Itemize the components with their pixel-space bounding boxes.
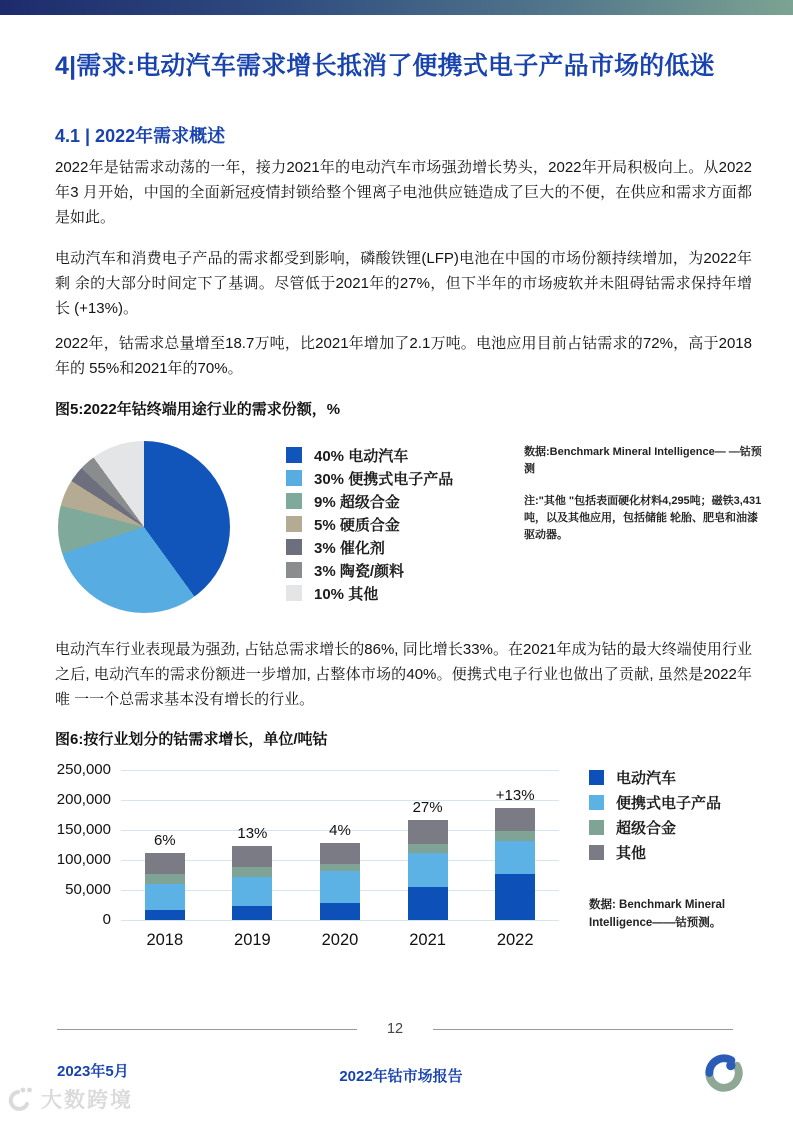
- bar-segment: [495, 831, 535, 841]
- y-tick-label: 150,000: [56, 821, 111, 838]
- legend-swatch: [589, 845, 604, 860]
- pie-legend-item: [286, 516, 453, 532]
- bar-legend-item: [589, 844, 721, 860]
- section-heading: 4.1 | 2022年需求概述: [55, 126, 226, 146]
- top-accent-strip: [0, 0, 793, 15]
- bar-chart: [55, 761, 559, 949]
- pie-legend-item: [286, 562, 453, 578]
- legend-label: 10% 其他: [314, 585, 379, 603]
- pie-legend-item: [286, 447, 453, 463]
- bar-segment: [495, 808, 535, 831]
- bar-segment: [320, 843, 360, 864]
- pie-legend-item: [286, 493, 453, 509]
- bar-segment: [145, 853, 185, 874]
- bar-legend: [589, 769, 721, 860]
- bar-segment: [145, 910, 185, 920]
- bar-plot-bars: [121, 770, 559, 949]
- legend-label: 3% 陶瓷/颜料: [314, 562, 405, 580]
- bar-segment: [320, 871, 360, 902]
- footer-date: 2023年5月: [57, 1063, 129, 1080]
- bar-segment: [232, 846, 272, 867]
- bar-stack: [145, 853, 185, 920]
- bar-value-label: +13%: [495, 786, 535, 804]
- bar-segment: [232, 867, 272, 877]
- page-number: 12: [386, 1021, 404, 1037]
- bar-segment: [232, 877, 272, 906]
- bar-legend-item: [589, 769, 721, 785]
- figure5-caption: 图5:2022年钴终端用途行业的需求份额，%: [55, 401, 341, 418]
- legend-swatch: [286, 493, 302, 509]
- footer-divider: [57, 1021, 733, 1037]
- figure6-caption: 图6:按行业划分的钴需求增长，单位/吨钴: [55, 731, 328, 748]
- company-logo-icon: [703, 1052, 745, 1094]
- legend-label: 5% 硬质合金: [314, 516, 400, 534]
- bar-segment: [145, 874, 185, 884]
- bar-segment: [320, 864, 360, 871]
- bar-y-axis: [55, 762, 121, 932]
- watermark: [6, 1084, 133, 1114]
- bar-segment: [408, 820, 448, 845]
- legend-label: 超级合金: [616, 819, 677, 837]
- pie-legend: [286, 447, 453, 601]
- bar-stack: [320, 843, 360, 920]
- watermark-text: 大数跨境: [41, 1089, 133, 1112]
- divider-line-right: [433, 1029, 733, 1030]
- legend-label: 3% 催化剂: [314, 539, 385, 557]
- footer: [57, 1052, 745, 1096]
- legend-swatch: [286, 470, 302, 486]
- legend-label: 30% 便携式电子产品: [314, 470, 454, 488]
- y-tick-label: 0: [102, 911, 111, 928]
- legend-swatch: [286, 539, 302, 555]
- bar-2021: [408, 770, 448, 949]
- legend-swatch: [589, 770, 604, 785]
- gridline: [121, 920, 559, 921]
- bar-segment: [320, 903, 360, 920]
- bar-segment: [495, 874, 535, 920]
- bar-value-label: 27%: [412, 798, 443, 816]
- bar-segment: [408, 853, 448, 887]
- x-tick-label: 2018: [146, 931, 184, 949]
- bar-legend-item: [589, 819, 721, 835]
- watermark-logo-icon: [6, 1086, 36, 1112]
- bar-segment: [495, 841, 535, 874]
- legend-swatch: [286, 516, 302, 532]
- x-tick-label: 2019: [234, 931, 271, 949]
- divider-line-left: [57, 1029, 357, 1030]
- x-tick-label: 2020: [321, 931, 359, 949]
- legend-label: 电动汽车: [616, 769, 677, 787]
- legend-swatch: [286, 562, 302, 578]
- bar-value-label: 4%: [329, 822, 351, 840]
- bar-2022: [495, 770, 535, 949]
- bar-legend-item: [589, 794, 721, 810]
- legend-label: 其他: [616, 844, 647, 862]
- paragraph-3: 2022年，钴需求总量增至18.7万吨，比2021年增加了2.1万吨。电池应用目前占钴需求的72%，高于2018年的 55%和2021年的70%。: [55, 335, 752, 377]
- bar-segment: [408, 887, 448, 920]
- bar-segment: [145, 884, 185, 910]
- x-tick-label: 2021: [409, 931, 446, 949]
- bar-value-label: 13%: [237, 824, 268, 842]
- legend-label: 便携式电子产品: [616, 794, 722, 812]
- figure6-source: 数据: Benchmark Mineral Intelligence——钴预测。: [589, 899, 726, 929]
- y-tick-label: 250,000: [56, 761, 111, 778]
- bar-2018: [145, 770, 185, 949]
- figure5-source: 数据:Benchmark Mineral Intelligence— —钴预测: [524, 446, 762, 476]
- bar-plot: [121, 770, 559, 949]
- page-title: 4|需求:电动汽车需求增长抵消了便携式电子产品市场的低迷: [55, 52, 715, 80]
- legend-label: 9% 超级合金: [314, 493, 400, 511]
- bar-stack: [495, 808, 535, 920]
- paragraph-4: 电动汽车行业表现最为强劲, 占钴总需求增长的86%, 同比增长33%。在2021年成为钴的最大终端使用行业 之后, 电动汽车的需求份额进一步增加, 占整体市场的40%。便携式电子行业也做出了贡献, 虽然是2022年唯 一一个总需求基本没有增长的行业。: [55, 641, 752, 708]
- bar-2019: [232, 770, 272, 949]
- figure5-note: 注:"其他 "包括表面硬化材料4,295吨；磁铁3,431吨，以及其他应用，包括储能 轮胎、肥皂和油漆驱动器。: [524, 495, 762, 542]
- pie-legend-item: [286, 539, 453, 555]
- y-tick-label: 100,000: [56, 851, 111, 868]
- bar-segment: [408, 844, 448, 852]
- bar-2020: [320, 770, 360, 949]
- figure5-notes: [524, 444, 764, 544]
- legend-swatch: [286, 447, 302, 463]
- footer-report-title: 2022年钴市场报告: [339, 1068, 463, 1085]
- legend-swatch: [589, 795, 604, 810]
- paragraph-2: 电动汽车和消费电子产品的需求都受到影响，磷酸铁锂(LFP)电池在中国的市场份额持续增加，为2022年剩 余的大部分时间定下了基调。尽管低于2021年的27%，但下半年的市场疲软并未阻碍钴需求保持年增长 (+13%)。: [55, 250, 752, 317]
- pie-legend-item: [286, 470, 453, 486]
- y-tick-label: 200,000: [56, 791, 111, 808]
- y-tick-label: 50,000: [65, 881, 111, 898]
- paragraph-1: 2022年是钴需求动荡的一年，接力2021年的电动汽车市场强劲增长势头，2022年开局积极向上。从2022年3 月开始，中国的全面新冠疫情封锁给整个锂离子电池供应链造成了巨大的不便，在供应和需求方面都是如此。: [55, 159, 752, 226]
- legend-swatch: [286, 585, 302, 601]
- x-tick-label: 2022: [496, 931, 534, 949]
- bar-stack: [232, 846, 272, 920]
- legend-swatch: [589, 820, 604, 835]
- legend-label: 40% 电动汽车: [314, 447, 409, 465]
- pie-chart: [58, 441, 230, 613]
- pie-legend-item: [286, 585, 453, 601]
- bar-segment: [232, 906, 272, 920]
- bar-stack: [408, 820, 448, 920]
- bar-value-label: 6%: [153, 831, 176, 849]
